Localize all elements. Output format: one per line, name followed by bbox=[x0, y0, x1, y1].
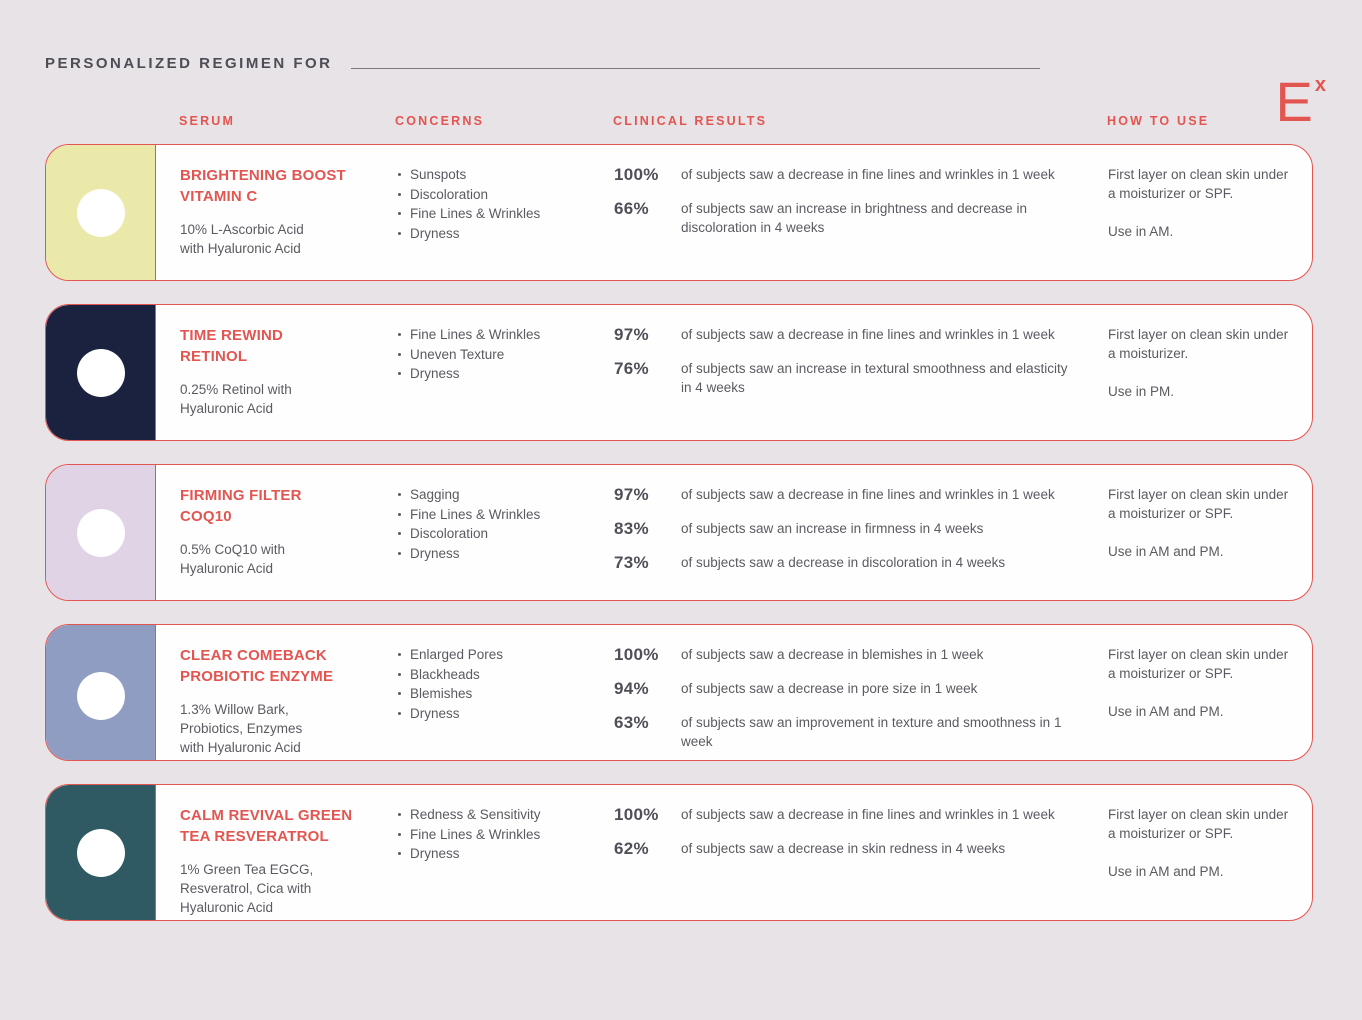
how-to-use-text: Use in AM and PM. bbox=[1108, 704, 1224, 719]
how-to-use bbox=[1108, 145, 1312, 280]
bullet-dot-icon bbox=[398, 193, 401, 196]
result-item bbox=[614, 165, 1081, 184]
product-ingredients bbox=[180, 220, 376, 258]
product-name bbox=[180, 805, 376, 847]
results-list bbox=[614, 785, 1108, 920]
bullet-dot-icon bbox=[398, 813, 401, 816]
product-ingredients-line: 1% Green Tea EGCG, bbox=[180, 862, 314, 877]
result-percentage: 97% bbox=[614, 485, 649, 504]
brand-logo-letter: E bbox=[1275, 70, 1313, 133]
product-name bbox=[180, 645, 376, 687]
result-description: of subjects saw an increase in textural smoothness and elasticity in 4 weeks bbox=[681, 361, 1068, 395]
product-swatch bbox=[46, 305, 156, 440]
product-ingredients-line: Probiotics, Enzymes bbox=[180, 721, 303, 736]
how-to-use-text: Use in AM and PM. bbox=[1108, 864, 1224, 879]
product-name bbox=[180, 165, 376, 207]
product-card bbox=[45, 624, 1313, 761]
product-name-line: BRIGHTENING BOOST bbox=[180, 167, 346, 184]
result-description: of subjects saw a decrease in fine lines and wrinkles in 1 week bbox=[681, 167, 1055, 182]
product-name-line: CALM REVIVAL GREEN bbox=[180, 807, 353, 824]
result-description: of subjects saw a decrease in discoloration in 4 weeks bbox=[681, 555, 1006, 570]
swatch-circle bbox=[77, 672, 125, 720]
concern-label: Discoloration bbox=[410, 186, 489, 202]
bullet-dot-icon bbox=[398, 493, 401, 496]
result-description: of subjects saw a decrease in pore size in 1 week bbox=[681, 681, 978, 696]
serum-column bbox=[156, 625, 396, 761]
brand-logo bbox=[1275, 70, 1326, 133]
column-headers bbox=[45, 114, 1313, 128]
column-header-clinical-results: CLINICAL RESULTS bbox=[613, 114, 768, 128]
bullet-dot-icon bbox=[398, 212, 401, 215]
bullet-dot-icon bbox=[398, 852, 401, 855]
concern-label: Blackheads bbox=[410, 666, 480, 682]
result-percentage: 100% bbox=[614, 165, 659, 184]
result-percentage: 73% bbox=[614, 553, 649, 572]
result-description: of subjects saw a decrease in blemishes in 1 week bbox=[681, 647, 984, 662]
result-item bbox=[614, 839, 1081, 858]
concern-item bbox=[396, 185, 598, 205]
page-header bbox=[45, 56, 1040, 72]
product-ingredients-line: 0.25% Retinol with bbox=[180, 382, 292, 397]
result-percentage: 100% bbox=[614, 805, 659, 824]
product-name-line: PROBIOTIC ENZYME bbox=[180, 668, 334, 685]
product-swatch bbox=[46, 465, 156, 600]
results-list bbox=[614, 465, 1108, 600]
product-cards bbox=[45, 144, 1317, 921]
result-percentage: 66% bbox=[614, 199, 649, 218]
product-ingredients-line: 10% L-Ascorbic Acid bbox=[180, 222, 304, 237]
product-ingredients-line: Hyaluronic Acid bbox=[180, 561, 274, 576]
serum-column bbox=[156, 465, 396, 600]
results-list bbox=[614, 625, 1108, 761]
how-to-use-text: First layer on clean skin under a moisturizer or SPF. bbox=[1108, 807, 1289, 841]
concern-item bbox=[396, 165, 598, 185]
serum-column bbox=[156, 785, 396, 920]
result-percentage: 76% bbox=[614, 359, 649, 378]
product-swatch bbox=[46, 625, 156, 761]
concern-label: Fine Lines & Wrinkles bbox=[410, 206, 541, 221]
bullet-dot-icon bbox=[398, 173, 401, 176]
result-item bbox=[614, 713, 1081, 751]
product-card bbox=[45, 784, 1313, 921]
concerns-list bbox=[396, 625, 614, 761]
column-header-spacer bbox=[45, 114, 155, 128]
how-to-use bbox=[1108, 785, 1312, 920]
product-name-line: FIRMING FILTER bbox=[180, 487, 302, 504]
concern-item bbox=[396, 325, 598, 345]
product-name-line: COQ10 bbox=[180, 508, 232, 525]
column-header-serum: SERUM bbox=[179, 114, 236, 128]
how-to-use-text: Use in PM. bbox=[1108, 384, 1175, 399]
concern-label: Sagging bbox=[410, 487, 460, 502]
swatch-circle bbox=[77, 509, 125, 557]
product-card bbox=[45, 464, 1313, 601]
bullet-dot-icon bbox=[398, 532, 401, 535]
how-to-use-text: First layer on clean skin under a moisturizer or SPF. bbox=[1108, 487, 1289, 521]
result-description: of subjects saw a decrease in skin redness in 4 weeks bbox=[681, 841, 1006, 856]
concern-item bbox=[396, 485, 598, 505]
result-item bbox=[614, 325, 1081, 344]
concern-label: Fine Lines & Wrinkles bbox=[410, 327, 541, 342]
results-list bbox=[614, 305, 1108, 440]
concern-item bbox=[396, 505, 598, 525]
product-swatch bbox=[46, 785, 156, 920]
concerns-list bbox=[396, 465, 614, 600]
result-percentage: 62% bbox=[614, 839, 649, 858]
product-ingredients-line: 0.5% CoQ10 with bbox=[180, 542, 286, 557]
result-description: of subjects saw a decrease in fine lines and wrinkles in 1 week bbox=[681, 327, 1055, 342]
product-ingredients-line: Hyaluronic Acid bbox=[180, 401, 274, 416]
how-to-use bbox=[1108, 625, 1312, 761]
concern-item bbox=[396, 805, 598, 825]
result-percentage: 83% bbox=[614, 519, 649, 538]
result-item bbox=[614, 679, 1081, 698]
how-to-use-text: Use in AM. bbox=[1108, 224, 1174, 239]
result-percentage: 100% bbox=[614, 645, 659, 664]
product-swatch bbox=[46, 145, 156, 280]
results-list bbox=[614, 145, 1108, 280]
product-ingredients bbox=[180, 540, 376, 578]
concerns-list bbox=[396, 145, 614, 280]
regimen-page bbox=[0, 56, 1362, 921]
brand-logo-superscript: x bbox=[1314, 74, 1326, 96]
swatch-circle bbox=[77, 829, 125, 877]
result-item bbox=[614, 805, 1081, 824]
result-percentage: 63% bbox=[614, 713, 649, 732]
concerns-list bbox=[396, 305, 614, 440]
concern-label: Dryness bbox=[410, 225, 460, 241]
concern-label: Redness & Sensitivity bbox=[410, 807, 541, 822]
result-item bbox=[614, 519, 1081, 538]
product-name-line: TIME REWIND bbox=[180, 327, 284, 344]
concern-item bbox=[396, 345, 598, 365]
concern-label: Fine Lines & Wrinkles bbox=[410, 506, 541, 522]
product-ingredients-line: Resveratrol, Cica with bbox=[180, 881, 312, 896]
product-ingredients-line: with Hyaluronic Acid bbox=[180, 740, 301, 755]
bullet-dot-icon bbox=[398, 833, 401, 836]
concern-item bbox=[396, 544, 598, 564]
product-name bbox=[180, 485, 376, 527]
concern-item bbox=[396, 665, 598, 685]
bullet-dot-icon bbox=[398, 353, 401, 356]
product-name-line: TEA RESVERATROL bbox=[180, 828, 329, 845]
how-to-use bbox=[1108, 465, 1312, 600]
result-item bbox=[614, 553, 1081, 572]
product-card bbox=[45, 144, 1313, 281]
serum-column bbox=[156, 145, 396, 280]
concern-label: Enlarged Pores bbox=[410, 647, 504, 662]
column-header-how-to-use: HOW TO USE bbox=[1107, 114, 1210, 128]
bullet-dot-icon bbox=[398, 372, 401, 375]
bullet-dot-icon bbox=[398, 232, 401, 235]
swatch-circle bbox=[77, 189, 125, 237]
result-description: of subjects saw an increase in firmness in 4 weeks bbox=[681, 521, 984, 536]
bullet-dot-icon bbox=[398, 712, 401, 715]
bullet-dot-icon bbox=[398, 692, 401, 695]
product-ingredients-line: with Hyaluronic Acid bbox=[180, 241, 301, 256]
product-ingredients-line: 1.3% Willow Bark, bbox=[180, 702, 289, 717]
concern-label: Discoloration bbox=[410, 526, 489, 541]
bullet-dot-icon bbox=[398, 513, 401, 516]
how-to-use-text: First layer on clean skin under a moisturizer or SPF. bbox=[1108, 647, 1289, 681]
concern-item bbox=[396, 364, 598, 384]
result-item bbox=[614, 359, 1081, 397]
bullet-dot-icon bbox=[398, 333, 401, 336]
serum-column bbox=[156, 305, 396, 440]
concerns-list bbox=[396, 785, 614, 920]
result-description: of subjects saw a decrease in fine lines and wrinkles in 1 week bbox=[681, 807, 1055, 822]
concern-item bbox=[396, 844, 598, 864]
product-card bbox=[45, 304, 1313, 441]
page-title: PERSONALIZED REGIMEN FOR bbox=[45, 55, 333, 72]
concern-item bbox=[396, 524, 598, 544]
concern-label: Dryness bbox=[410, 705, 460, 721]
bullet-dot-icon bbox=[398, 552, 401, 555]
product-ingredients-line: Hyaluronic Acid bbox=[180, 900, 274, 915]
name-blank-line bbox=[351, 68, 1040, 69]
how-to-use-text: Use in AM and PM. bbox=[1108, 544, 1224, 559]
product-ingredients bbox=[180, 860, 376, 917]
concern-item bbox=[396, 684, 598, 704]
concern-item bbox=[396, 645, 598, 665]
concern-item bbox=[396, 704, 598, 724]
swatch-circle bbox=[77, 349, 125, 397]
concern-label: Blemishes bbox=[410, 686, 473, 701]
product-name bbox=[180, 325, 376, 367]
how-to-use-text: First layer on clean skin under a moisturizer or SPF. bbox=[1108, 167, 1289, 201]
product-name-line: CLEAR COMEBACK bbox=[180, 647, 327, 664]
concern-label: Uneven Texture bbox=[410, 346, 505, 362]
column-header-concerns: CONCERNS bbox=[395, 114, 485, 128]
result-description: of subjects saw a decrease in fine lines and wrinkles in 1 week bbox=[681, 487, 1055, 502]
concern-item bbox=[396, 224, 598, 244]
result-item bbox=[614, 485, 1081, 504]
bullet-dot-icon bbox=[398, 673, 401, 676]
product-name-line: RETINOL bbox=[180, 348, 248, 365]
product-name-line: VITAMIN C bbox=[180, 188, 258, 205]
result-item bbox=[614, 199, 1081, 237]
result-item bbox=[614, 645, 1081, 664]
how-to-use bbox=[1108, 305, 1312, 440]
concern-label: Dryness bbox=[410, 846, 460, 861]
how-to-use-text: First layer on clean skin under a moisturizer. bbox=[1108, 327, 1289, 361]
result-description: of subjects saw an improvement in texture and smoothness in 1 week bbox=[681, 715, 1062, 749]
product-ingredients bbox=[180, 380, 376, 418]
concern-item bbox=[396, 204, 598, 224]
bullet-dot-icon bbox=[398, 653, 401, 656]
concern-item bbox=[396, 825, 598, 845]
concern-label: Dryness bbox=[410, 366, 460, 381]
product-ingredients bbox=[180, 700, 376, 757]
concern-label: Sunspots bbox=[410, 167, 467, 182]
concern-label: Fine Lines & Wrinkles bbox=[410, 826, 541, 842]
concern-label: Dryness bbox=[410, 545, 460, 561]
result-percentage: 94% bbox=[614, 679, 649, 698]
result-description: of subjects saw an increase in brightness and decrease in discoloration in 4 weeks bbox=[681, 201, 1027, 235]
result-percentage: 97% bbox=[614, 325, 649, 344]
